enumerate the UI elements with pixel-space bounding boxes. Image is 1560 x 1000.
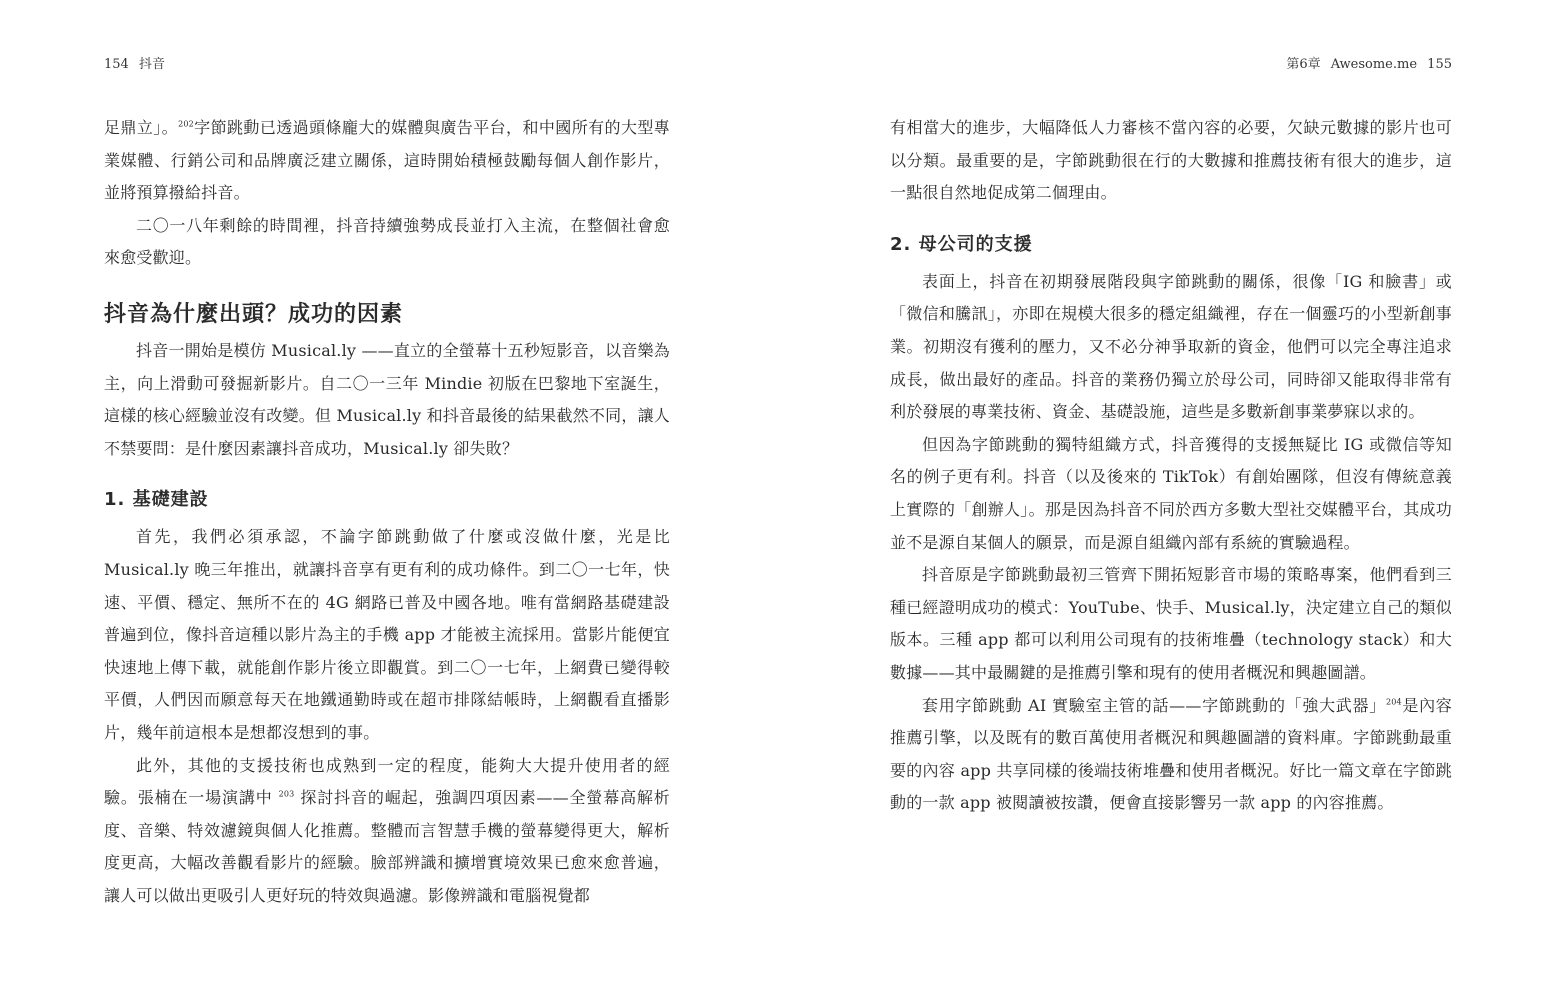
footnote-ref-204: 204 xyxy=(1385,697,1402,707)
left-body-text xyxy=(104,112,670,912)
left-paragraph-2: 二〇一八年剩餘的時間裡，抖音持續強勢成長並打入主流，在整個社會愈來愈受歡迎。 xyxy=(104,215,670,268)
right-body-text xyxy=(890,112,1452,820)
section-title: 抖音為什麼出頭？成功的因素 xyxy=(104,300,404,327)
left-running-head xyxy=(104,53,171,72)
right-paragraph-4: 抖音原是字節跳動最初三管齊下開拓短影音市場的策略專案，他們看到三種已經證明成功的模式：YouTube、快手、Musical.ly，決定建立自己的類似版本。三種 app 都可以利用公司現有的技術堆疊（technology stack）和大數據——其中最關鍵的是推薦引擎和現有的使用者概況和興趣圖譜。 xyxy=(890,565,1452,682)
left-p5-start: 此外，其他的支援技術也成熟到一定的程度，能夠大大提升使用者的經驗。張楠在一場演講中 xyxy=(104,755,670,808)
subsection-title-infrastructure: 1. 基礎建設 xyxy=(104,489,209,511)
left-p5-rest: 探討抖音的崛起，強調四項因素——全螢幕高解析度、音樂、特效濾鏡與個人化推薦。整體而言智慧手機的螢幕變得更大，解析度更高，大幅改善觀看影片的經驗。臉部辨識和擴增實境效果已愈來愈普遍，讓人可以做出更吸引人更好玩的特效與過濾。影像辨識和電腦視覺都 xyxy=(104,788,670,905)
left-paragraph-3: 抖音一開始是模仿 Musical.ly ——直立的全螢幕十五秒短影音，以音樂為主，向上滑動可發掘新影片。自二〇一三年 Mindie 初版在巴黎地下室誕生，這樣的核心經驗並沒有改變。但 Musical.ly 和抖音最後的結果截然不同，讓人不禁要問：是什麼因素讓抖音成功，Musical.ly 卻失敗？ xyxy=(104,340,670,458)
left-page-number: 154 xyxy=(104,57,129,72)
footnote-ref-203: 203 xyxy=(278,789,295,799)
footnote-ref-202: 202 xyxy=(178,119,194,129)
right-paragraph-2: 表面上，抖音在初期發展階段與字節跳動的關係，很像「IG 和臉書」或「微信和騰訊」，亦即在規模大很多的穩定組織裡，存在一個靈巧的小型新創事業。初期沒有獲利的壓力，又不必分神爭取新的資金，他們可以完全專注追求成長，做出最好的產品。抖音的業務仍獨立於母公司，同時卻又能取得非常有利於發展的專業技術、資金、基礎設施，這些是多數新創事業夢寐以求的。 xyxy=(890,271,1452,422)
right-paragraph-5 xyxy=(890,690,1452,820)
left-paragraph-5 xyxy=(104,750,670,913)
right-running-head xyxy=(1280,53,1452,72)
left-p1-start: 足鼎立」。 xyxy=(104,118,179,137)
right-paragraph-3: 但因為字節跳動的獨特組織方式，抖音獲得的支援無疑比 IG 或微信等知名的例子更有利。抖音（以及後來的 TikTok）有創始團隊，但沒有傳統意義上實際的「創辦人」。那是因為抖音不同於西方多數大型社交媒體平台，其成功並不是源自某個人的願景，而是源自組織內部有系統的實驗過程。 xyxy=(890,434,1452,552)
subsection-title-parent-support: 2. 母公司的支援 xyxy=(890,233,1033,255)
left-p1-rest: 字節跳動已透過頭條龐大的媒體與廣告平台，和中國所有的大型專業媒體、行銷公司和品牌廣泛建立關係，這時開始積極鼓勵每個人創作影片，並將預算撥給抖音。 xyxy=(104,118,670,203)
chapter-title: Awesome.me xyxy=(1330,57,1418,72)
right-p5-start: 套用字節跳動 AI 實驗室主管的話——字節跳動的「強大武器」 xyxy=(922,695,1386,715)
right-page-number: 155 xyxy=(1427,57,1452,72)
right-p5-rest: 是內容推薦引擎，以及既有的數百萬使用者概況和興趣圖譜的資料庫。字節跳動最重要的內容 app 共享同樣的後端技術堆疊和使用者概況。好比一篇文章在字節跳動的一款 app 被閱讀被按讚，便會直接影響另一款 app 的內容推薦。 xyxy=(890,695,1452,813)
left-paragraph-4: 首先，我們必須承認，不論字節跳動做了什麼或沒做什麼，光是比 Musical.ly 晚三年推出，就讓抖音享有更有利的成功條件。到二〇一七年，快速、平價、穩定、無所不在的 4G 網路已普及中國各地。唯有當網路基礎建設普遍到位，像抖音這種以影片為主的手機 app 才能被主流採用。當影片能便宜快速地上傳下載，就能創作影片後立即觀賞。到二〇一七年，上網費已變得較平價，人們因而願意每天在地鐵通勤時或在超市排隊結帳時，上網觀看直播影片，幾年前這根本是想都沒想到的事。 xyxy=(104,527,670,742)
chapter-label: 第6章 xyxy=(1286,57,1321,72)
right-paragraph-1: 有相當大的進步，大幅降低人力審核不當內容的必要，欠缺元數據的影片也可以分類。最重要的是，字節跳動很在行的大數據和推薦技術有很大的進步，這一點很自然地促成第二個理由。 xyxy=(890,118,1452,203)
left-running-title: 抖音 xyxy=(138,57,165,72)
right-page xyxy=(780,0,1560,1000)
left-paragraph-1 xyxy=(104,112,670,210)
